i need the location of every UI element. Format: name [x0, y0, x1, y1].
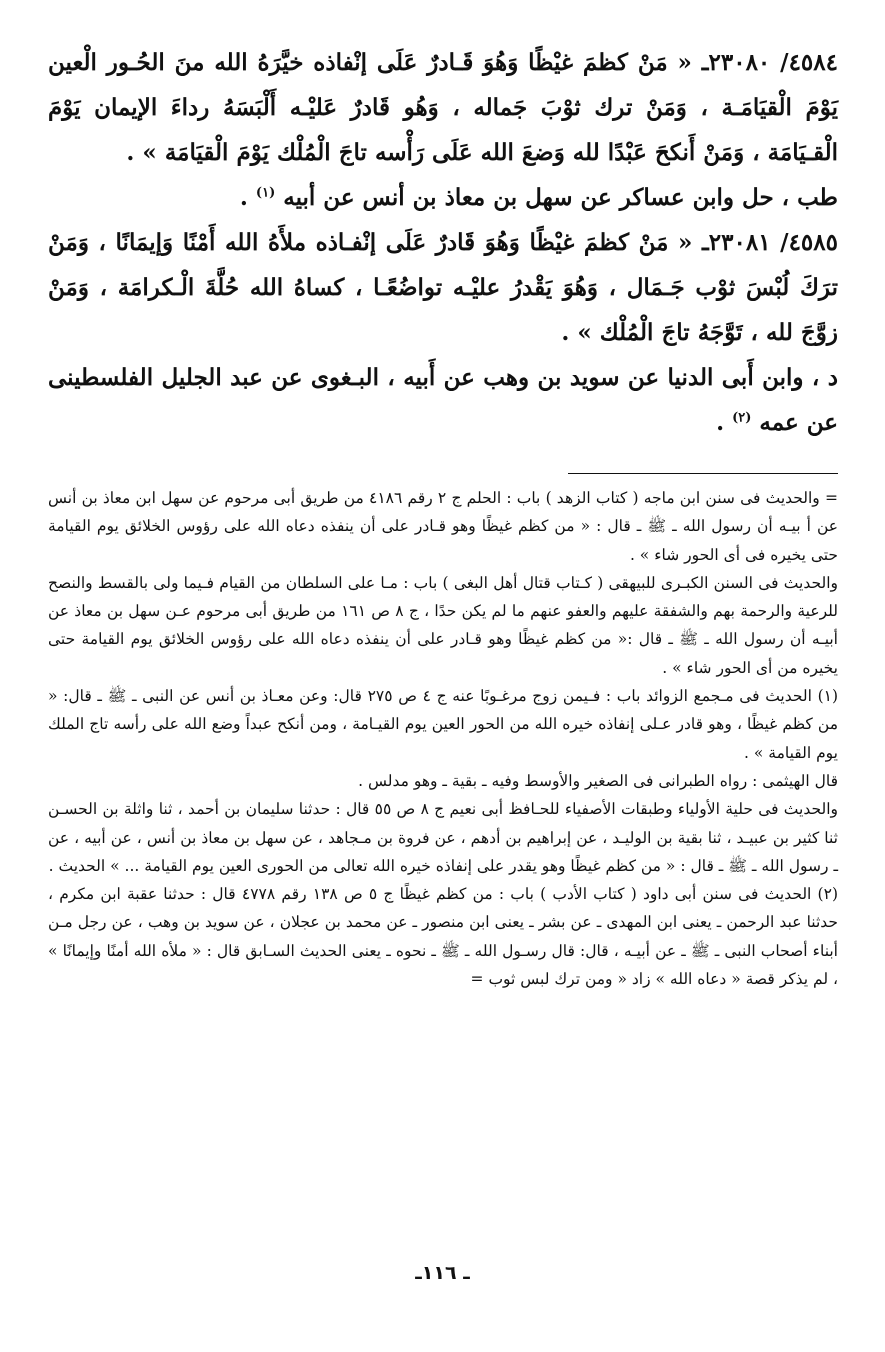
source-end: . — [239, 184, 248, 211]
hadith-text: « مَنْ كظمَ غيْظًا وَهُوَ قَادرٌ عَلَى إنْفـاذه ملأَهُ الله أَمْنًا وَإيمَانًا ، وَمَنْ ترَكَ لُبْسَ ثوْب جَـمَال ، وَهُوَ يَقْدرُ عليْـه تواضُعًـا ، كساهُ الله حُلَّةَ الْـكرامَة ، وَمَنْ زوَّجَ لله ، تَوَّجَهُ تاجَ الْمُلْك » . — [48, 229, 838, 346]
document-page — [48, 40, 838, 993]
hadith-source — [48, 355, 838, 445]
hadith-number: ٤٥٨٥/ ٢٣٠٨١ـ — [702, 229, 838, 256]
page-number: ـ ١١٦ـ — [415, 1262, 470, 1284]
hadith-4584 — [48, 40, 838, 175]
footnote-2: (٢) الحديث فى سنن أبى داود ( كتاب الأدب ) باب : من كظم غيظًا ج ٥ ص ١٣٨ رقم ٤٧٧٨ قال : حدثنا عقبة ابن مكرم ، حدثنا عبد الرحمن ـ يعنى ابن المهدى ـ عن بشر ـ يعنى ابن منصور ـ عن محمد بن عجلان ، عن سويد بن وهب ، عن رجل مـن أبناء أصحاب النبى ـ ﷺ ـ عن أبيـه ، قال: قال رسـول الله ـ ﷺ ـ نحوه ـ يعنى الحديث السـابق قال : « ملأه الله أمنًا وإيمانًا » ، لم يذكر قصة « دعاه الله » زاد « ومن ترك لبس ثوب = — [48, 885, 838, 989]
footnote-paragraph: والحديث فى حلية الأولياء وطبقات الأصفياء للحـافظ أبى نعيم ج ٨ ص ٥٥ قال : حدثنا سليمان بن أحمد ، ثنا واثلة بن الحسـن ثنا كثير بن عبيـد ، ثنا بقية بن الوليـد ، عن إبراهيم بن أدهم ، عن فروة بن مـجاهد ، عن سهل بن معاذ بن أنس ، عن أبيه ، عن ـ رسول الله ـ ﷺ ـ قال : « من كظم غيظًا وهو يقدر على إنفاذه خيره الله تعالى من الحورى العين يوم القيامة ... » الحديث . — [48, 800, 838, 875]
hadith-4585 — [48, 220, 838, 355]
footnote-1: (١) الحديث فى مـجمع الزوائد باب : فـيمن زوج مرغـوبًا عنه ج ٤ ص ٢٧٥ قال: وعن معـاذ بن أنس عن النبى ـ ﷺ ـ قال: « من كظم غيظًا ، وهو قادر عـلى إنفاذه خيره الله من الحور العين يوم القيـامة ، ومن أنكح عبداً وضع الله على رأسه تاج الملك يوم القيامة » . — [48, 687, 839, 762]
footnote-paragraph: والحديث فى السنن الكبـرى للبيهقى ( كـتاب قتال أهل البغى ) باب : مـا على السلطان من القيام فـيما ولى بالقسط والنصح للرعية والرحمة بهم والشفقة عليهم والعفو عنهم ما لم يكن حدًا ، ج ٨ ص ١٦١ من طريق أبى مرحوم عـن سهل بن معاذ عن أبيـه أن رسول الله ـ ﷺ ـ قال :« من كظم غيظًا وهو قـادر على أن ينفذه دعاه الله على رؤوس الخلائق يوم القيامة حتى يخيره من أى الحور شاء » . — [48, 573, 838, 677]
main-text — [48, 40, 838, 445]
footnote-paragraph: قال الهيثمى : رواه الطبرانى فى الصغير والأوسط وفيه ـ بقية ـ وهو مدلس . — [358, 771, 838, 790]
hadith-source — [48, 175, 838, 220]
source-end: . — [716, 409, 725, 436]
source-text: د ، وابن أَبى الدنيا عن سويد بن وهب عن أَبيه ، البـغوى عن عبد الجليل الفلسطينى عن عمه — [48, 364, 838, 436]
footnotes — [48, 484, 838, 993]
footnote-marker[interactable]: (١) — [255, 185, 276, 201]
hadith-text: « مَنْ كظمَ غيْظًا وَهُوَ قَـادرٌ عَلَى إنْفاذه خيَّرَهُ الله منَ الحُـور الْعين يَوْمَ الْقيَامَـة ، وَمَنْ ترك ثوْبَ جَماله ، وَهُو قَادرٌ عَليْـه أَلْبَسَهُ رداءَ الإيمان يَوْمَ الْقـيَامَة ، وَمَنْ أَنكحَ عَبْدًا لله وَضعَ الله عَلَى رَأْسه تاجَ الْمُلْك يَوْمَ الْقيَامَة » . — [48, 49, 838, 166]
footnote-paragraph: = والحديث فى سنن ابن ماجه ( كتاب الزهد ) باب : الحلم ج ٢ رقم ٤١٨٦ من طريق أبى مرحوم عن سهل ابن معاذ بن أنس عن أ بيـه أن رسول الله ـ ﷺ ـ قال : « من كظم غيظًا وهو قـادر على أن ينفذه دعاه الله على رؤوس الخلائق يوم القيامة حتى يخيره فى أى الحور شاء » . — [48, 489, 838, 564]
source-text: طب ، حل وابن عساكر عن سهل بن معاذ بن أنس عن أبيه — [283, 184, 838, 211]
footnote-marker[interactable]: (٢) — [732, 410, 752, 426]
hadith-number: ٤٥٨٤/ ٢٣٠٨٠ـ — [701, 49, 838, 76]
footnote-divider — [568, 473, 838, 474]
